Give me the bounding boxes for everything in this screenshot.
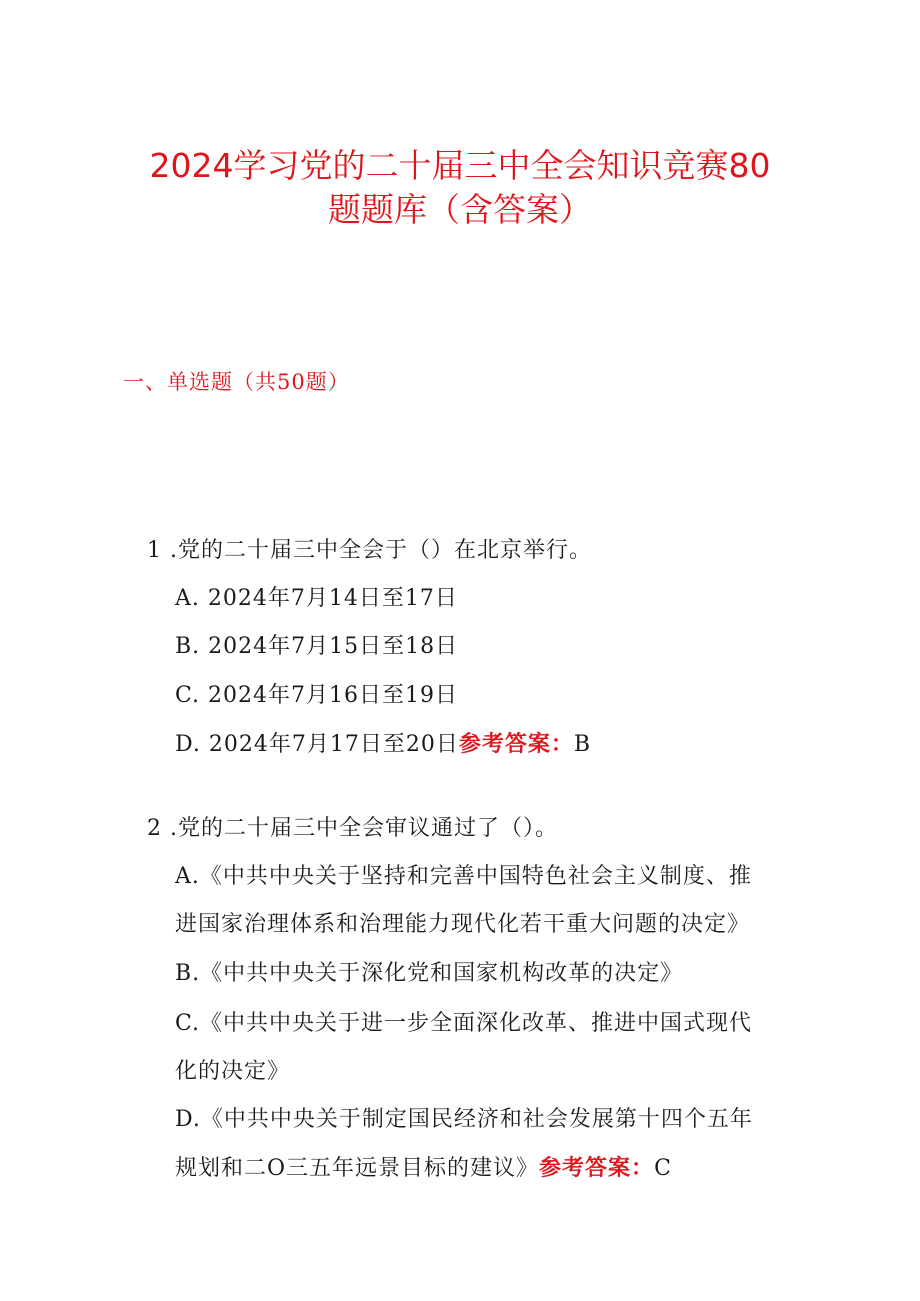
question-1-option-d-row: [175, 730, 591, 760]
question-1-option-d: D. 2024年7月17日至20日: [175, 732, 459, 757]
question-2-option-b: B.《中共中央关于深化党和国家机构改革的决定》: [175, 961, 684, 986]
question-2-option-d-row: [175, 1154, 672, 1184]
question-2-answer-label: 参考答案：: [539, 1156, 655, 1181]
question-1-option-c: C. 2024年7月16日至19日: [175, 683, 459, 708]
question-2-option-d-line-1: D.《中共中央关于制定国民经济和社会发展第十四个五年: [175, 1107, 753, 1132]
question-2-stem: 2 .党的二十届三中全会审议通过了（）。: [147, 816, 558, 841]
question-1-answer: B: [573, 732, 592, 757]
question-2-answer: C: [654, 1156, 672, 1181]
question-1-option-a: A. 2024年7月14日至17日: [175, 586, 458, 611]
document-title-line-2: 题题库（含答案）: [328, 190, 592, 229]
question-2-option-c-line-2: 化的决定》: [175, 1059, 291, 1084]
question-2-option-c-line-1: C.《中共中央关于进一步全面深化改革、推进中国式现代: [175, 1011, 753, 1036]
document-title-line-1: 2024学习党的二十届三中全会知识竞赛80: [149, 146, 771, 185]
question-1-stem: 1 .党的二十届三中全会于（）在北京举行。: [147, 538, 592, 563]
question-2-option-d-line-2: 规划和二O三五年远景目标的建议》: [175, 1156, 540, 1181]
question-1-option-b: B. 2024年7月15日至18日: [175, 634, 459, 659]
question-2-option-a-line-1: A.《中共中央关于坚持和完善中国特色社会主义制度、推: [175, 864, 752, 889]
question-2-option-a-line-2: 进国家治理体系和治理能力现代化若干重大问题的决定》: [175, 912, 751, 937]
question-1-answer-label: 参考答案：: [458, 732, 574, 757]
section-heading: 一、单选题（共50题）: [123, 370, 350, 394]
